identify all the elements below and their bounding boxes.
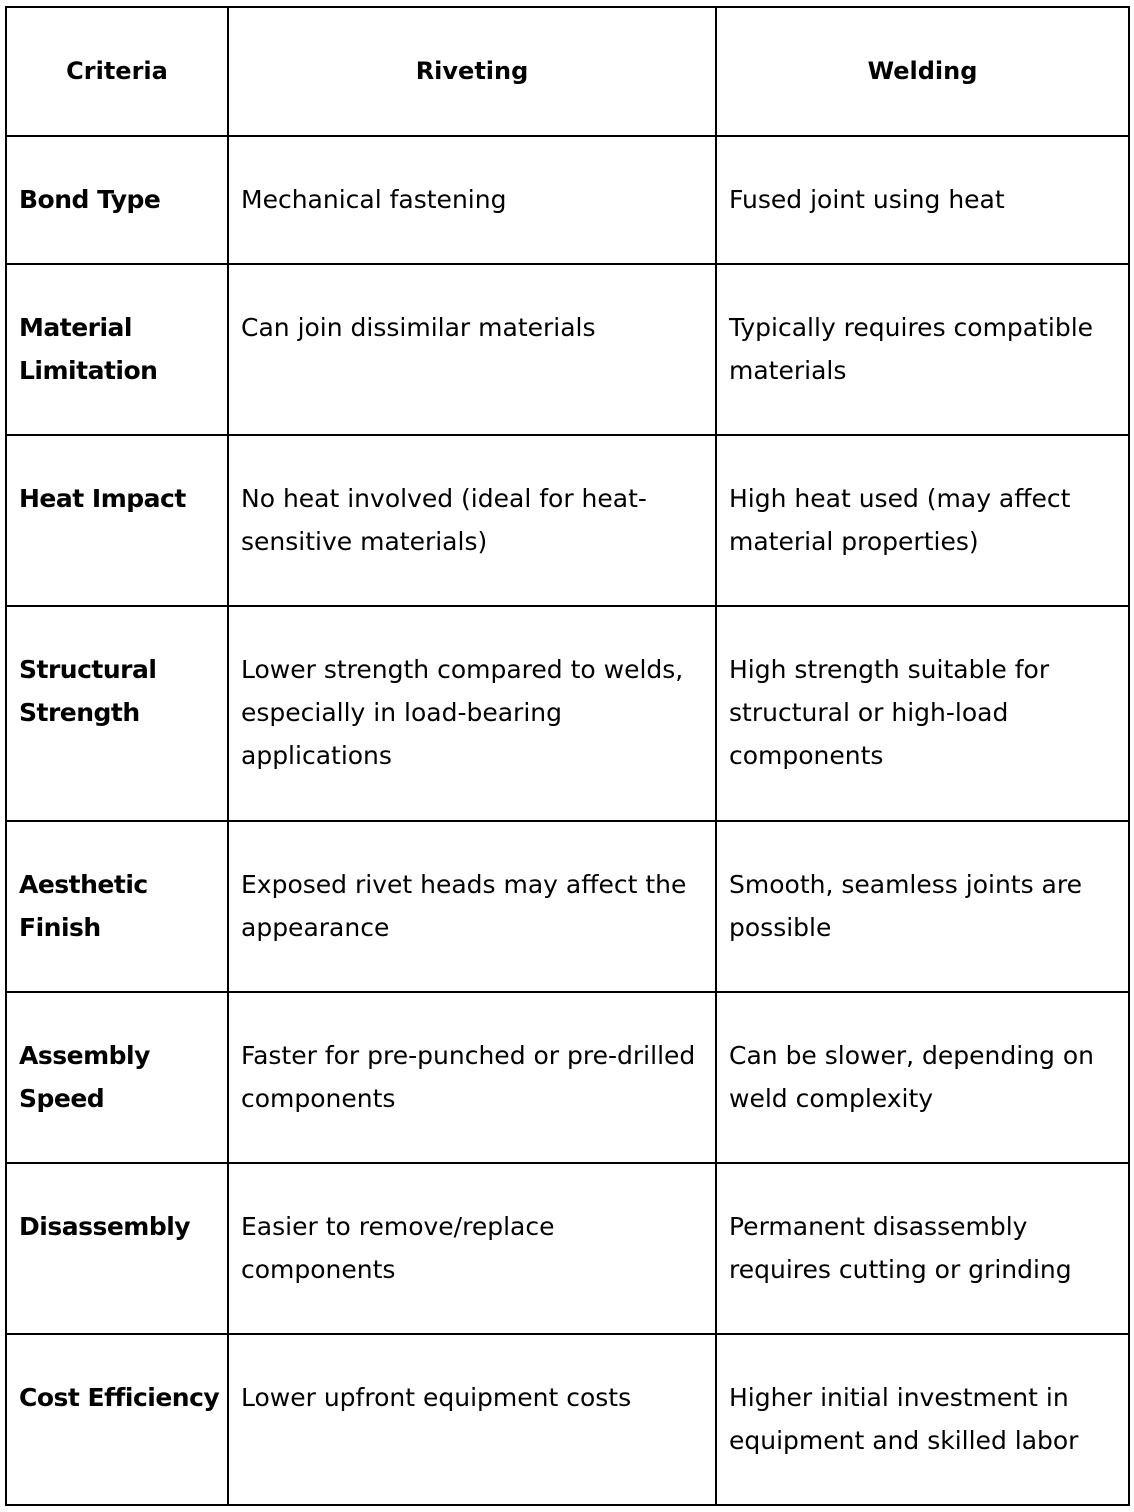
table-row [6, 992, 1129, 1163]
comparison-table [5, 6, 1130, 1506]
riveting-cell: Exposed rivet heads may affect the appearance [228, 821, 716, 992]
riveting-cell: Can join dissimilar materials [228, 264, 716, 435]
welding-cell: Higher initial investment in equipment and skilled labor [716, 1334, 1129, 1505]
riveting-cell: Lower upfront equipment costs [228, 1334, 716, 1505]
table-row [6, 606, 1129, 821]
criteria-cell: Bond Type [6, 136, 228, 264]
table-row [6, 136, 1129, 264]
welding-cell: Can be slower, depending on weld complexity [716, 992, 1129, 1163]
welding-cell: Permanent disassembly requires cutting or grinding [716, 1163, 1129, 1334]
riveting-cell: Mechanical fastening [228, 136, 716, 264]
criteria-cell: Cost Efficiency [6, 1334, 228, 1505]
welding-cell: High strength suitable for structural or high-load components [716, 606, 1129, 821]
table-header [6, 7, 1129, 136]
header-criteria: Criteria [6, 7, 228, 136]
welding-cell: Fused joint using heat [716, 136, 1129, 264]
table-row [6, 1334, 1129, 1505]
table-row [6, 264, 1129, 435]
criteria-cell: Heat Impact [6, 435, 228, 606]
header-riveting: Riveting [228, 7, 716, 136]
criteria-cell: Material Limitation [6, 264, 228, 435]
header-row [6, 7, 1129, 136]
riveting-cell: Faster for pre-punched or pre-drilled components [228, 992, 716, 1163]
criteria-cell: Assembly Speed [6, 992, 228, 1163]
riveting-cell: Easier to remove/replace components [228, 1163, 716, 1334]
table-row [6, 1163, 1129, 1334]
welding-cell: Smooth, seamless joints are possible [716, 821, 1129, 992]
criteria-cell: Structural Strength [6, 606, 228, 821]
welding-cell: Typically requires compatible materials [716, 264, 1129, 435]
table-row [6, 821, 1129, 992]
table-body [6, 136, 1129, 1505]
header-welding: Welding [716, 7, 1129, 136]
riveting-cell: Lower strength compared to welds, especially in load-bearing applications [228, 606, 716, 821]
table-row [6, 435, 1129, 606]
riveting-cell: No heat involved (ideal for heat-sensitive materials) [228, 435, 716, 606]
criteria-cell: Aesthetic Finish [6, 821, 228, 992]
criteria-cell: Disassembly [6, 1163, 228, 1334]
welding-cell: High heat used (may affect material properties) [716, 435, 1129, 606]
